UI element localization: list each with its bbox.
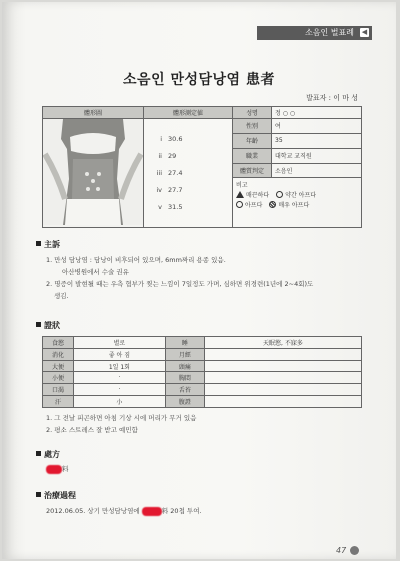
measurement-row: i 30.6 bbox=[160, 135, 183, 143]
triangle-icon bbox=[236, 191, 244, 198]
hatched-circle-icon bbox=[269, 201, 276, 208]
circle-icon bbox=[276, 191, 283, 198]
section-header-label: 소음인 벌표례 bbox=[305, 28, 354, 37]
field-value: 소음인 bbox=[272, 163, 362, 178]
field-key: 體質判定 bbox=[233, 163, 272, 178]
redaction-mark bbox=[46, 465, 62, 474]
measurement-row: ii 29 bbox=[158, 152, 177, 160]
body-photo bbox=[43, 119, 144, 228]
prescription-text: 料 bbox=[46, 463, 362, 475]
pain-legend bbox=[233, 178, 362, 228]
symptoms-table bbox=[42, 336, 362, 408]
measure-header: 體形測定値 bbox=[144, 107, 233, 119]
field-key: 성명 bbox=[233, 107, 272, 119]
legend-item: 매끈하다 bbox=[246, 192, 270, 200]
square-bullet-icon bbox=[36, 492, 41, 497]
measurement-row: iii 27.4 bbox=[156, 169, 183, 177]
prescription-heading: 處方 bbox=[36, 449, 60, 460]
table-row: 大便 1일 1회 頭痛 bbox=[43, 360, 362, 372]
treatment-entry: 2012.06.05. 상기 만성담낭염에 料 20첩 투여. bbox=[46, 507, 202, 515]
treatment-heading: 治療過程 bbox=[36, 490, 76, 501]
square-bullet-icon bbox=[36, 241, 41, 246]
field-key: 性別 bbox=[233, 119, 272, 134]
page-title: 소음인 만성담낭염 患者 bbox=[123, 72, 275, 88]
torso-photo-image bbox=[43, 119, 143, 225]
document-page bbox=[2, 2, 396, 559]
field-value: 여 bbox=[272, 119, 362, 134]
legend-title: 비고 bbox=[236, 182, 248, 190]
symptoms-heading: 證狀 bbox=[36, 320, 60, 331]
field-key: 職業 bbox=[233, 148, 272, 163]
patient-info-table bbox=[42, 106, 362, 228]
page-number: 47 bbox=[336, 546, 347, 555]
symptom-notes: 1. 그 전날 피곤하면 아침 기상 시에 머리가 무거 있음 2. 평소 스트레스 잘 받고 예민함 bbox=[46, 414, 197, 434]
legend-item: 약간 아프다 bbox=[285, 192, 317, 200]
section-header-band bbox=[257, 26, 372, 40]
field-key: 年齡 bbox=[233, 133, 272, 148]
circle-icon bbox=[236, 201, 243, 208]
table-row: 食慾 별로 睡 天眠慾, 不寐多 bbox=[43, 337, 362, 349]
table-row: 消化 좋 아 짐 月經 bbox=[43, 348, 362, 360]
left-triangle-icon: ◀ bbox=[361, 28, 368, 36]
table-row: 小便 · 胸悶 bbox=[43, 372, 362, 384]
chief-complaint-heading: 主訴 bbox=[36, 239, 60, 250]
legend-item: 아프다 bbox=[245, 202, 263, 210]
table-row: 口渴 · 舌苔 bbox=[43, 384, 362, 396]
field-value: 35 bbox=[272, 133, 362, 148]
measurement-row: v 31.5 bbox=[158, 203, 183, 211]
square-bullet-icon bbox=[36, 322, 41, 327]
field-value: 대학교 교직원 bbox=[272, 148, 362, 163]
page-dot-icon bbox=[350, 546, 359, 555]
photo-header: 體形圖 bbox=[43, 107, 144, 119]
measurement-row: iv 27.7 bbox=[156, 186, 183, 194]
redaction-mark bbox=[142, 507, 162, 516]
measurements bbox=[144, 119, 233, 228]
chief-complaint-text: 1. 만성 담낭염 : 담낭이 비후되어 있으며, 6mm짜리 용종 있음. 아산병원에서 수술 권유 2. 명증이 발현될 때는 우측 협부가 찢는 느낌이 7일정도 가며, 심하면 위경련(1년에 2~4회)도 생김. bbox=[46, 256, 314, 300]
table-row: 汗 小 腹證 bbox=[43, 396, 362, 408]
presenter-line: 발표자 : 이 마 성 bbox=[306, 94, 358, 102]
field-value: 정 ○ ○ bbox=[272, 107, 362, 119]
square-bullet-icon bbox=[36, 451, 41, 456]
legend-item: 매우 아프다 bbox=[278, 202, 310, 210]
